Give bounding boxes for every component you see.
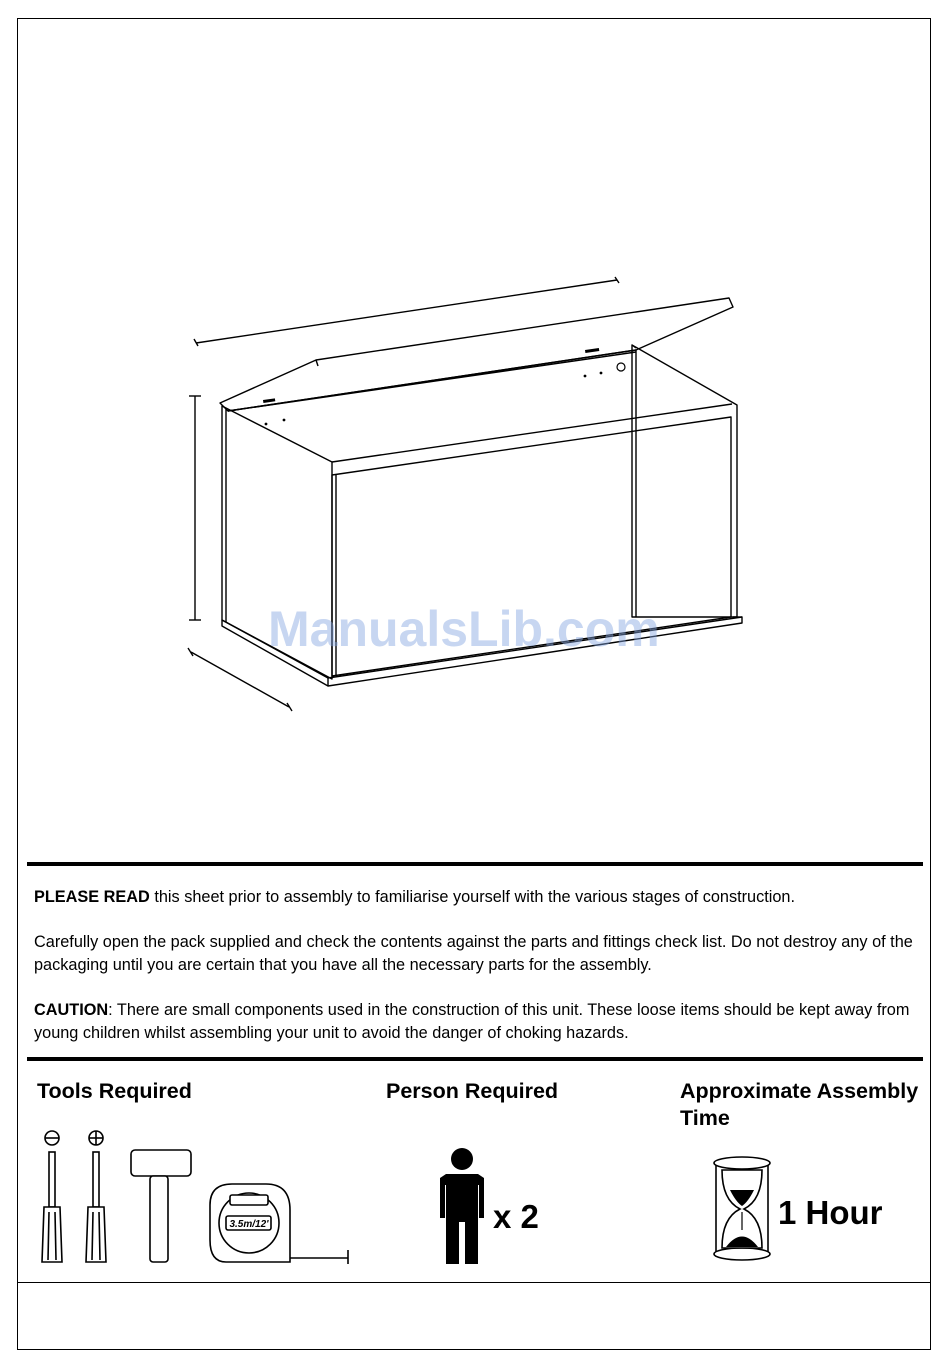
caution-text: : There are small components used in the construction of this unit. These loose items should be kept away from young children whilst assembling your unit to avoid the danger of choking hazards.: [34, 1001, 910, 1042]
assembly-time-value: 1 Hour: [778, 1194, 883, 1231]
please-read-text: this sheet prior to assembly to familiarise yourself with the various stages of construction.: [149, 888, 796, 906]
please-read-lead: PLEASE READ: [34, 888, 150, 906]
hammer-icon: [131, 1150, 191, 1262]
caution-paragraph: [34, 999, 914, 1045]
packaging-paragraph: Carefully open the pack supplied and check the contents against the parts and fittings check list. Do not destroy any of the packaging until you are certain that you have all the necessary parts for the assembly.: [34, 933, 913, 974]
footer-divider: [17, 1282, 931, 1283]
divider-bottom: [27, 1057, 923, 1061]
storage-chest-drawing: [170, 260, 770, 730]
persons-count: x 2: [493, 1198, 539, 1235]
hourglass-icon: [706, 1152, 780, 1267]
watermark: ManualsLib.com: [268, 601, 660, 657]
phillips-screwdriver-icon: [86, 1131, 106, 1262]
person-icon: [432, 1145, 492, 1270]
divider-top: [27, 862, 923, 866]
tools-illustration: [30, 1125, 360, 1275]
tape-label: 3.5m/12': [229, 1219, 269, 1230]
please-read-paragraph: [34, 886, 914, 909]
persons-heading: Person Required: [386, 1079, 559, 1103]
caution-lead: CAUTION: [34, 1001, 109, 1019]
assembly-time-heading: Approximate Assembly Time: [680, 1079, 919, 1130]
tools-heading: Tools Required: [37, 1079, 192, 1103]
flathead-screwdriver-icon: [42, 1131, 62, 1262]
